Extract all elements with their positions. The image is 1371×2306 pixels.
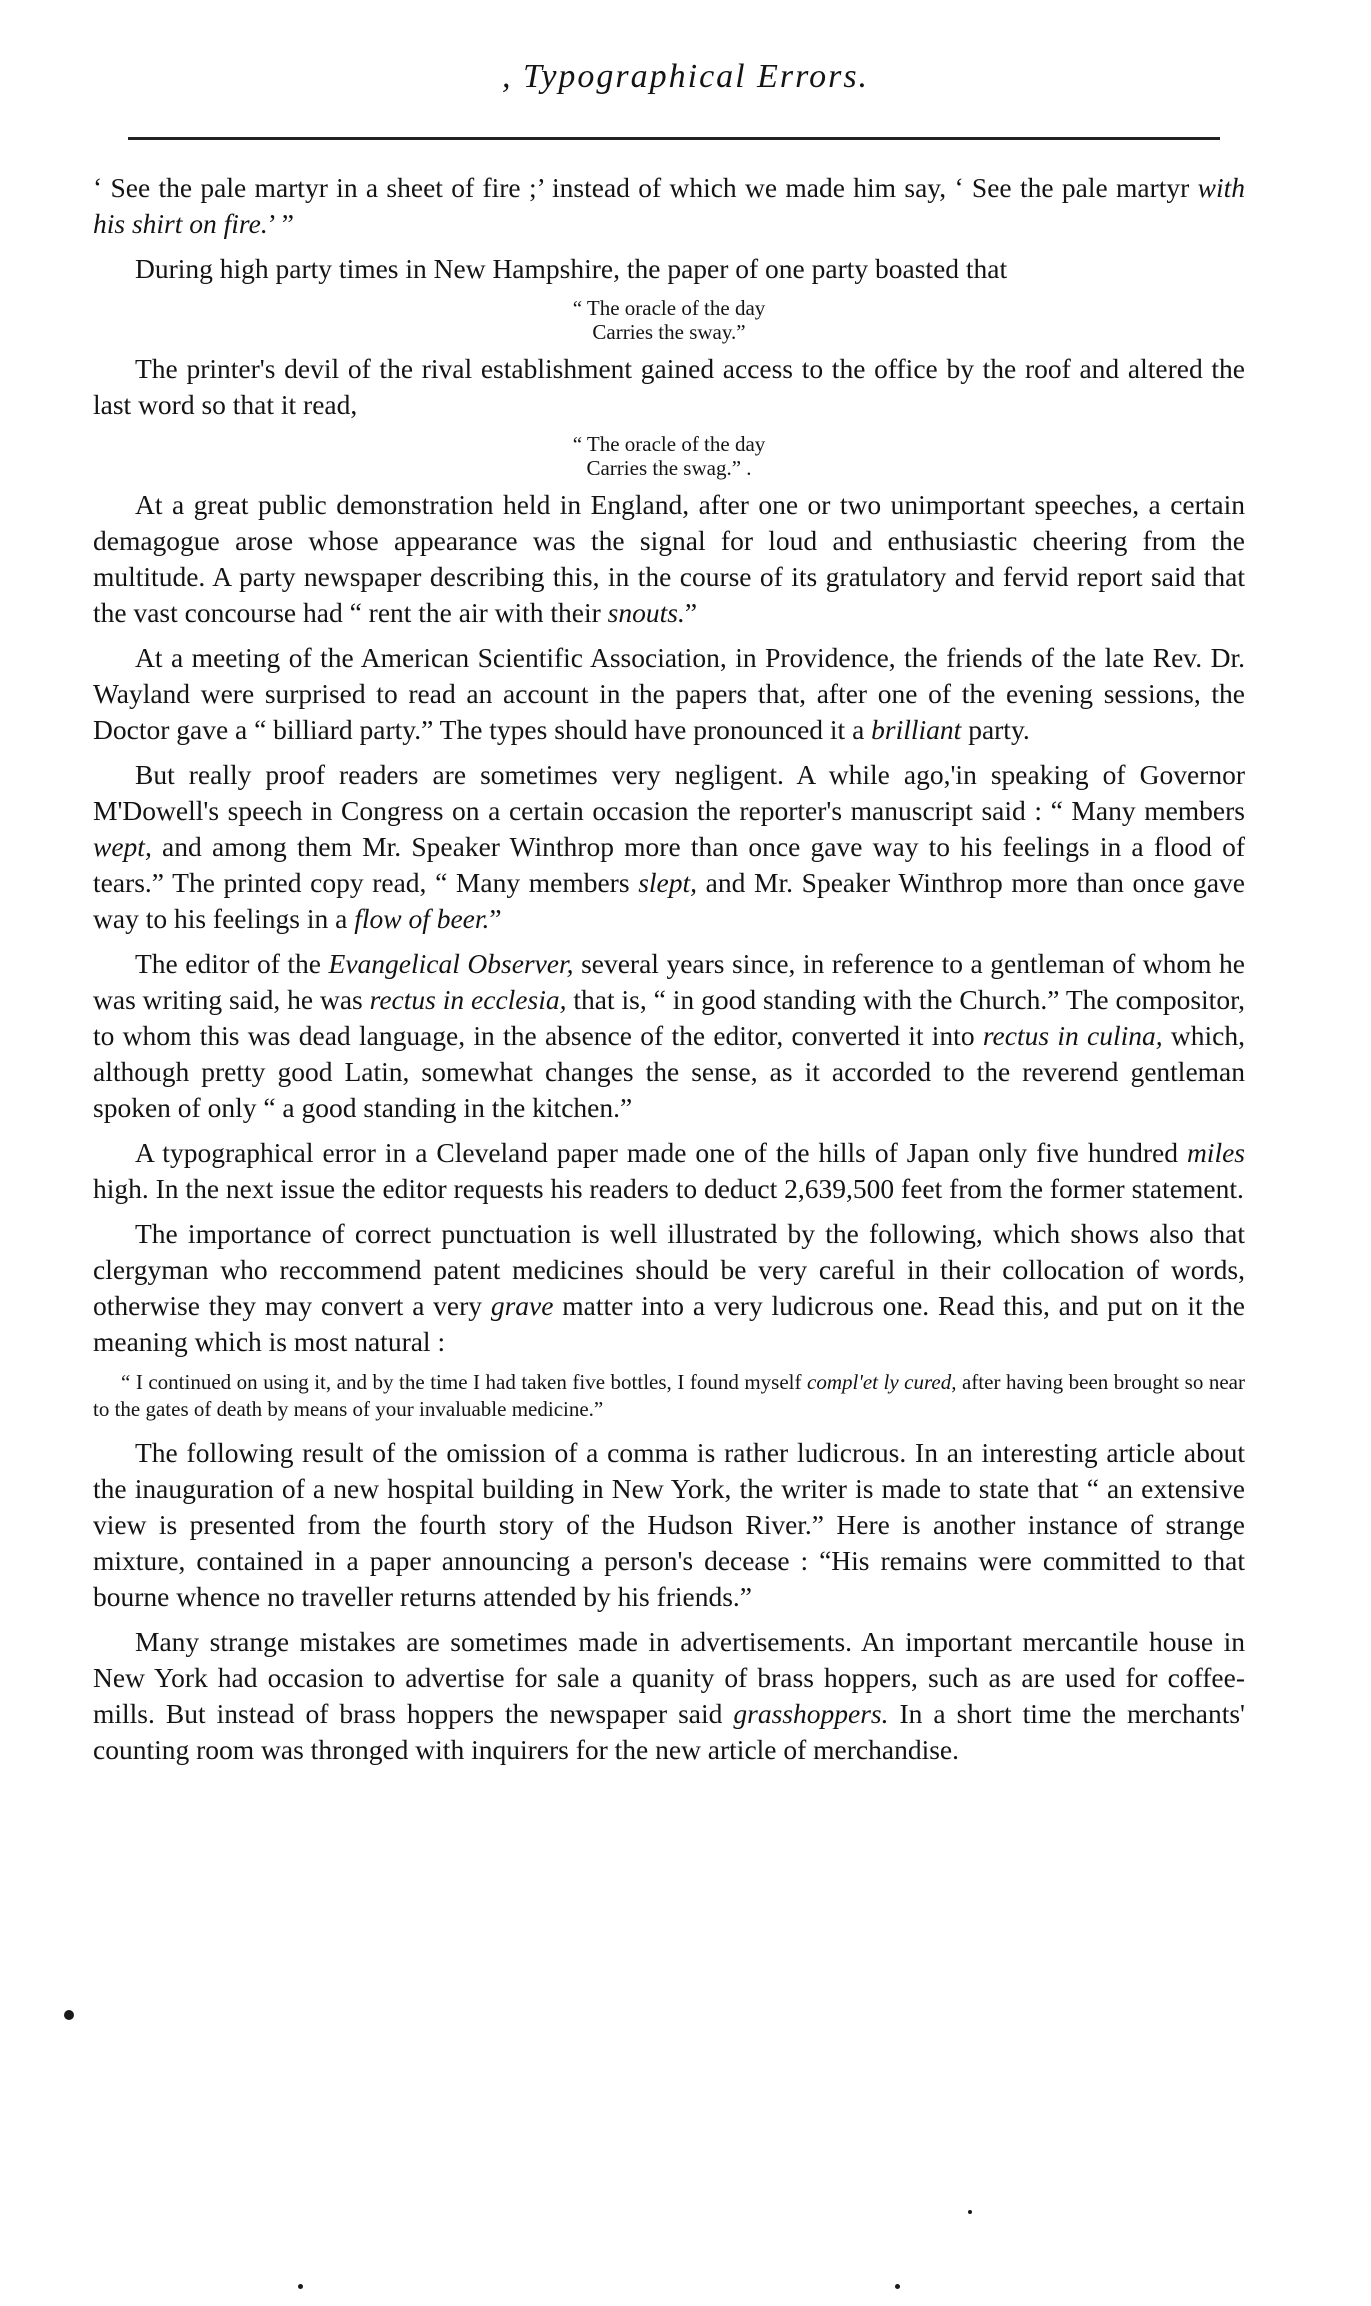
text-run: high. In the next issue the editor requests his readers to deduct 2,639,500 feet from the former statement. — [93, 1173, 1244, 1204]
paragraph-4 — [93, 487, 1245, 631]
paragraph-11 — [93, 1624, 1245, 1768]
text-run: ‘ See the pale martyr in a sheet of fire ;’ instead of which we made him say, ‘ See the pale martyr — [93, 172, 1198, 203]
ink-speck — [298, 2284, 303, 2289]
text-run: In a short time the merchants' counting room was thronged with inquirers for the new article of merchandise. — [93, 1698, 1245, 1765]
verse-line: Carries the swag.” . — [586, 456, 752, 480]
text-run: matter into a very ludicrous one. Read this, and put on it the meaning which is most natural : — [93, 1290, 1245, 1357]
italic-run: flow of beer. — [354, 903, 490, 934]
paragraph-1 — [93, 170, 1245, 242]
italic-run: grasshoppers. — [733, 1698, 889, 1729]
header-rule — [128, 137, 1220, 140]
paragraph-5 — [93, 640, 1245, 748]
text-run: ” — [489, 903, 502, 934]
italic-run: snouts. — [607, 597, 685, 628]
verse-1 — [93, 296, 1245, 344]
text-run: after having been brought so near to the gates of death by means of your invaluable medicine.” — [93, 1370, 1245, 1421]
italic-run: wept, — [93, 831, 152, 862]
ink-speck — [64, 2010, 74, 2020]
italic-run: compl'et ly cured, — [807, 1370, 957, 1394]
text-run: A typographical error in a Cleveland paper made one of the hills of Japan only five hundred — [135, 1137, 1187, 1168]
text-run: and among them Mr. Speaker Winthrop more than once gave way to his feelings in a flood of tears.” The printed copy read, “ Many members — [93, 831, 1245, 898]
text-run: ” — [684, 597, 698, 628]
italic-run: rectus in ecclesia, — [369, 984, 567, 1015]
article-body — [93, 170, 1245, 1777]
text-run: that is, “ in good standing with the Church.” The compositor, to whom this was dead language, in the absence of the editor, converted it into — [93, 984, 1246, 1051]
text-run: The editor of the — [135, 948, 329, 979]
text-run: several years since, in reference to a gentleman of whom he was writing said, he was — [93, 948, 1245, 1015]
text-run: ’ ” — [267, 208, 294, 239]
verse-line: Carries the sway.” — [592, 320, 746, 344]
text-run: and Mr. Speaker Winthrop more than once gave way to his feelings in a — [93, 867, 1245, 934]
text-run: Many strange mistakes are sometimes made in advertisements. An important mercantile house in New York had occasion to advertise for sale a quanity of brass hoppers, such as are used for coffee-mills. But instead of brass hoppers the newspaper said — [93, 1626, 1245, 1729]
paragraph-6 — [93, 757, 1245, 937]
text-run: At a meeting of the American Scientific Association, in Providence, the friends of the late Rev. Dr. Wayland were surprised to read an account in the papers that, after one of the evening sessions, the Doctor gave a “ billiard party.” The types should have pronounced it a — [93, 642, 1245, 745]
italic-run: miles — [1186, 1137, 1245, 1168]
ink-speck — [895, 2284, 900, 2289]
text-run: But really proof readers are sometimes very negligent. A while ago,'in speaking of Governor M'Dowell's speech in Congress on a certain occasion the reporter's manuscript said : “ Many members — [93, 759, 1245, 826]
italic-run: slept, — [638, 867, 698, 898]
italic-run: rectus in culina, — [982, 1020, 1163, 1051]
text-run: The importance of correct punctuation is well illustrated by the following, which shows also that clergyman who reccommend patent medicines should be very careful in their collocation of words, otherwise they may convert a very — [93, 1218, 1245, 1321]
italic-run: Evangelical Observer, — [328, 948, 574, 979]
paragraph-10: The following result of the omission of a comma is rather ludicrous. In an interesting article about the inauguration of a new hospital building in New York, the writer is made to state that “ an extensive view is presented from the fourth story of the Hudson River.” Here is another instance of strange mixture, contained in a paper announcing a person's decease : “His remains were committed to that bourne whence no traveller returns attended by his friends.” — [93, 1437, 1245, 1612]
verse-line: “ The oracle of the day — [572, 432, 766, 456]
text-run: At a great public demonstration held in England, after one or two unimportant speeches, a certain demagogue arose whose appearance was the signal for loud and enthusiastic cheering from the multitude. A party newspaper describing this, in the course of its gratulatory and fervid report said that the vast concourse had “ rent the air with their — [93, 489, 1245, 628]
verse-2 — [93, 432, 1245, 480]
italic-run: grave — [490, 1290, 554, 1321]
paragraph-9 — [93, 1216, 1245, 1360]
italic-run: brilliant — [871, 714, 962, 745]
paragraph-8 — [93, 1135, 1245, 1207]
paragraph-2: During high party times in New Hampshire, the paper of one party boasted that — [135, 253, 1008, 284]
text-run: which, although pretty good Latin, somewhat changes the sense, as it accorded to the reverend gentleman spoken of only “ a good standing in the kitchen.” — [93, 1020, 1245, 1123]
italic-run: with his shirt on fire. — [93, 172, 1245, 239]
text-run: “ I continued on using it, and by the time I had taken five bottles, I found myself — [121, 1370, 808, 1394]
paragraph-3: The printer's devil of the rival establishment gained access to the office by the roof and altered the last word so that it read, — [93, 353, 1245, 420]
ink-speck — [968, 2210, 972, 2214]
page-header: , Typographical Errors. — [501, 58, 870, 95]
text-run: party. — [961, 714, 1030, 745]
block-quote — [93, 1369, 1245, 1423]
verse-line: “ The oracle of the day — [572, 296, 766, 320]
paragraph-7 — [93, 946, 1245, 1126]
